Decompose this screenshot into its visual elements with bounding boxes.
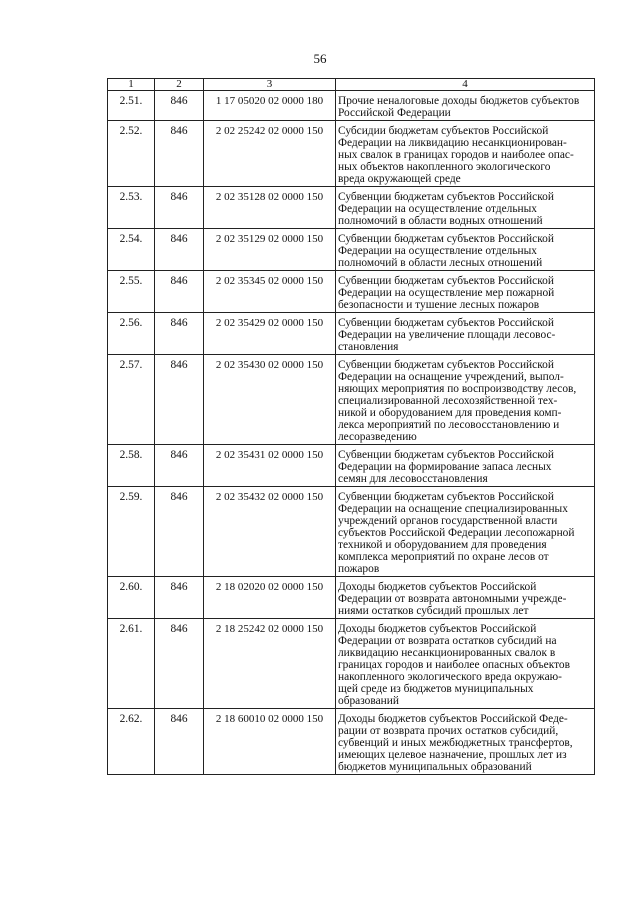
table-row (108, 355, 595, 445)
budget-classification-code: 1 17 05020 02 0000 180 (204, 91, 336, 121)
description-line: Прочие неналоговые доходы бюджетов субъектов (338, 95, 580, 107)
table-row (108, 445, 595, 487)
table-row (108, 577, 595, 619)
admin-code: 846 (155, 313, 204, 355)
description-line: вреда окружающей среде (338, 173, 461, 185)
table-row (108, 487, 595, 577)
description-line: Субвенции бюджетам субъектов Российской (338, 275, 554, 287)
description-line: бюджетов муниципальных образований (338, 761, 532, 773)
description-line: полномочий в области лесных отношений (338, 257, 543, 269)
description-line: щей среде из бюджетов муниципальных (338, 683, 534, 695)
description-line: Субвенции бюджетам субъектов Российской (338, 233, 554, 245)
column-header-1: 1 (108, 79, 155, 91)
column-header-4: 4 (336, 79, 595, 91)
table-row (108, 709, 595, 775)
description-line: субъектов Российской Федерации лесопожарной (338, 527, 575, 539)
description-line: Субвенции бюджетам субъектов Российской (338, 359, 554, 371)
admin-code: 846 (155, 271, 204, 313)
revenue-description (336, 271, 595, 313)
admin-code: 846 (155, 121, 204, 187)
revenue-description (336, 121, 595, 187)
revenue-description (336, 619, 595, 709)
description-line: накопленного экологического вреда окружаю- (338, 671, 562, 683)
table-row (108, 121, 595, 187)
description-line: ликвидацию несанкционированных свалок в (338, 647, 556, 659)
description-line: комплекса мероприятий по охране лесов от (338, 551, 549, 563)
description-line: Федерации на оснащение специализированных (338, 503, 568, 515)
revenue-description (336, 445, 595, 487)
row-number: 2.53. (108, 187, 155, 229)
description-line: ных объектов накопленного экологического (338, 161, 551, 173)
budget-classification-code: 2 02 35128 02 0000 150 (204, 187, 336, 229)
admin-code: 846 (155, 229, 204, 271)
description-line: Доходы бюджетов субъектов Российской Феде- (338, 713, 568, 725)
admin-code: 846 (155, 91, 204, 121)
description-line: техникой и оборудованием для проведения (338, 539, 547, 551)
column-header-3: 3 (204, 79, 336, 91)
row-number: 2.61. (108, 619, 155, 709)
description-line: имеющих целевое назначение, прошлых лет из (338, 749, 567, 761)
table-body (108, 91, 595, 775)
description-line: семян для лесовосстановления (338, 473, 488, 485)
description-line: безопасности и тушение лесных пожаров (338, 299, 540, 311)
admin-code: 846 (155, 355, 204, 445)
table-row (108, 187, 595, 229)
table-header-row (108, 79, 595, 91)
description-line: учреждений органов государственной власти (338, 515, 558, 527)
description-line: Доходы бюджетов субъектов Российской (338, 623, 537, 635)
description-line: Федерации на осуществление мер пожарной (338, 287, 555, 299)
description-line: Российской Федерации (338, 107, 451, 119)
description-line: специализированной лесохозяйственной тех- (338, 395, 558, 407)
table-row (108, 313, 595, 355)
admin-code: 846 (155, 709, 204, 775)
description-line: Субвенции бюджетам субъектов Российской (338, 191, 554, 203)
row-number: 2.51. (108, 91, 155, 121)
revenue-description (336, 577, 595, 619)
row-number: 2.54. (108, 229, 155, 271)
budget-classification-code: 2 02 35345 02 0000 150 (204, 271, 336, 313)
description-line: никой и оборудованием для проведения комп- (338, 407, 562, 419)
table-row (108, 619, 595, 709)
description-line: Субвенции бюджетам субъектов Российской (338, 491, 554, 503)
column-header-2: 2 (155, 79, 204, 91)
description-line: Субсидии бюджетам субъектов Российской (338, 125, 549, 137)
revenue-codes-table (107, 78, 595, 775)
description-line: пожаров (338, 563, 380, 575)
revenue-description (336, 313, 595, 355)
row-number: 2.59. (108, 487, 155, 577)
admin-code: 846 (155, 619, 204, 709)
table-row (108, 229, 595, 271)
description-line: полномочий в области водных отношений (338, 215, 543, 227)
description-line: становления (338, 341, 399, 353)
admin-code: 846 (155, 187, 204, 229)
description-line: Федерации на ликвидацию несанкционирован- (338, 137, 567, 149)
description-line: Федерации на осуществление отдельных (338, 245, 537, 257)
revenue-description (336, 187, 595, 229)
admin-code: 846 (155, 577, 204, 619)
row-number: 2.62. (108, 709, 155, 775)
row-number: 2.56. (108, 313, 155, 355)
row-number: 2.60. (108, 577, 155, 619)
revenue-description (336, 91, 595, 121)
revenue-description (336, 487, 595, 577)
description-line: Доходы бюджетов субъектов Российской (338, 581, 537, 593)
description-line: Субвенции бюджетам субъектов Российской (338, 317, 554, 329)
description-line: границах городов и наиболее опасных объектов (338, 659, 570, 671)
budget-classification-code: 2 18 02020 02 0000 150 (204, 577, 336, 619)
description-line: лекса мероприятий по лесовосстановлению и (338, 419, 560, 431)
budget-classification-code: 2 02 35432 02 0000 150 (204, 487, 336, 577)
admin-code: 846 (155, 487, 204, 577)
row-number: 2.57. (108, 355, 155, 445)
description-line: Федерации на оснащение учреждений, выпол- (338, 371, 564, 383)
revenue-description (336, 229, 595, 271)
budget-classification-code: 2 18 25242 02 0000 150 (204, 619, 336, 709)
budget-classification-code: 2 18 60010 02 0000 150 (204, 709, 336, 775)
budget-classification-code: 2 02 25242 02 0000 150 (204, 121, 336, 187)
description-line: Федерации на формирование запаса лесных (338, 461, 552, 473)
budget-classification-code: 2 02 35431 02 0000 150 (204, 445, 336, 487)
revenue-description (336, 709, 595, 775)
budget-classification-code: 2 02 35429 02 0000 150 (204, 313, 336, 355)
description-line: образований (338, 695, 399, 707)
table-row (108, 91, 595, 121)
budget-classification-code: 2 02 35430 02 0000 150 (204, 355, 336, 445)
description-line: ниями остатков субсидий прошлых лет (338, 605, 529, 617)
row-number: 2.55. (108, 271, 155, 313)
row-number: 2.52. (108, 121, 155, 187)
row-number: 2.58. (108, 445, 155, 487)
description-line: Федерации на увеличение площади лесовос- (338, 329, 556, 341)
description-line: Федерации от возврата автономными учрежде- (338, 593, 567, 605)
description-line: субвенций и иных межбюджетных трансфертов, (338, 737, 573, 749)
admin-code: 846 (155, 445, 204, 487)
description-line: лесоразведению (338, 431, 417, 443)
description-line: Федерации от возврата остатков субсидий на (338, 635, 557, 647)
budget-classification-code: 2 02 35129 02 0000 150 (204, 229, 336, 271)
table-row (108, 271, 595, 313)
revenue-description (336, 355, 595, 445)
page-number: 56 (313, 51, 327, 66)
description-line: ных свалок в границах городов и наиболее опас- (338, 149, 574, 161)
description-line: рации от возврата прочих остатков субсидий, (338, 725, 559, 737)
description-line: Субвенции бюджетам субъектов Российской (338, 449, 554, 461)
description-line: няющих мероприятия по воспроизводству лесов, (338, 383, 577, 395)
description-line: Федерации на осуществление отдельных (338, 203, 537, 215)
